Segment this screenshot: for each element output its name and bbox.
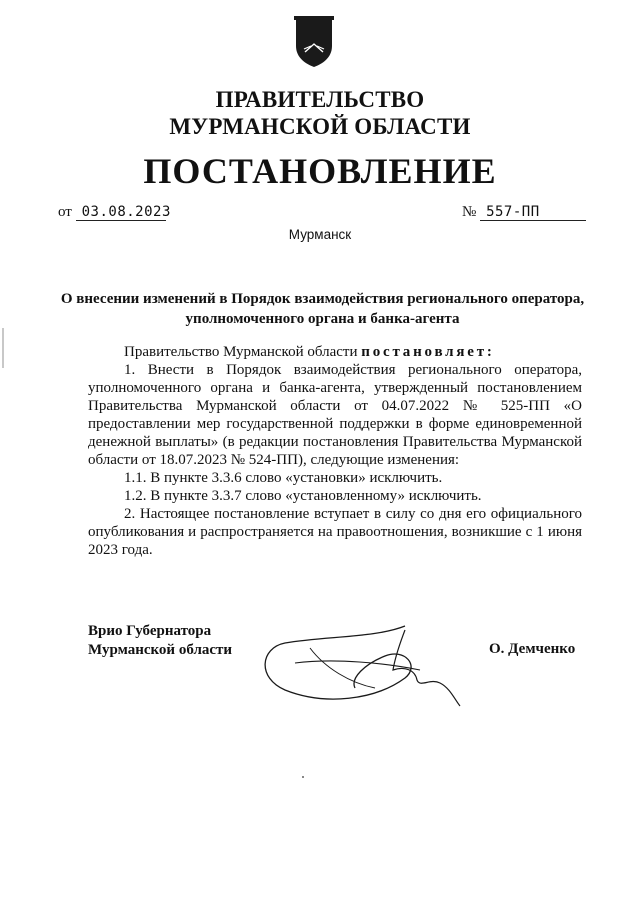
organization-line-2: МУРМАНСКОЙ ОБЛАСТИ [169, 114, 471, 139]
document-date: 03.08.2023 [76, 204, 166, 221]
paragraph-item-2: 2. Настоящее постановление вступает в силу со дня его официального опубликования и распространяется на правоотношения, возникшие с 1 июня 2023 года. [88, 506, 582, 558]
organization-name [0, 86, 640, 140]
city-name: Мурманск [288, 227, 352, 242]
paragraph-item-1: 1. Внести в Порядок взаимодействия регионального оператора, уполномоченного органа и банка-агента, утвержденный постановлением Правительства Мурманской области от 04.07.2022 № 525-ПП «О предоставлении мер государственной поддержки в форме единовременной денежной выплаты» (в редакции постановления Правительства Мурманской области от 18.07.2023 № 524-ПП), следующие изменения: [88, 362, 582, 468]
preamble-text: Правительство Мурманской области [124, 344, 362, 360]
number-line [462, 204, 586, 221]
date-line [58, 204, 171, 221]
signatory-position [88, 622, 232, 660]
document-body [88, 343, 582, 559]
document-subject: О внесении изменений в Порядок взаимодействия регионального оператора, уполномоченного органа и банка-агента [60, 291, 585, 327]
signatory-position-line-2: Мурманской области [88, 642, 233, 658]
coat-of-arms-emblem [292, 16, 336, 68]
paragraph-item-1-2: 1.2. В пункте 3.3.7 слово «установленному» исключить. [124, 488, 482, 504]
signatory-name: О. Демченко [489, 641, 576, 657]
handwritten-signature [255, 608, 475, 718]
from-label: от [58, 204, 72, 220]
scan-edge-mark [2, 328, 4, 368]
decree-word: постановляет: [361, 344, 495, 360]
signatory-position-line-1: Врио Губернатора [88, 623, 212, 639]
scan-speck [302, 776, 304, 778]
number-label: № [462, 204, 477, 220]
preamble-paragraph [88, 343, 582, 361]
document-type-title: ПОСТАНОВЛЕНИЕ [143, 151, 497, 191]
document-number: 557-ПП [480, 204, 586, 221]
paragraph-item-1-1: 1.1. В пункте 3.3.6 слово «установки» исключить. [124, 470, 443, 486]
organization-line-1: ПРАВИТЕЛЬСТВО [215, 87, 425, 112]
